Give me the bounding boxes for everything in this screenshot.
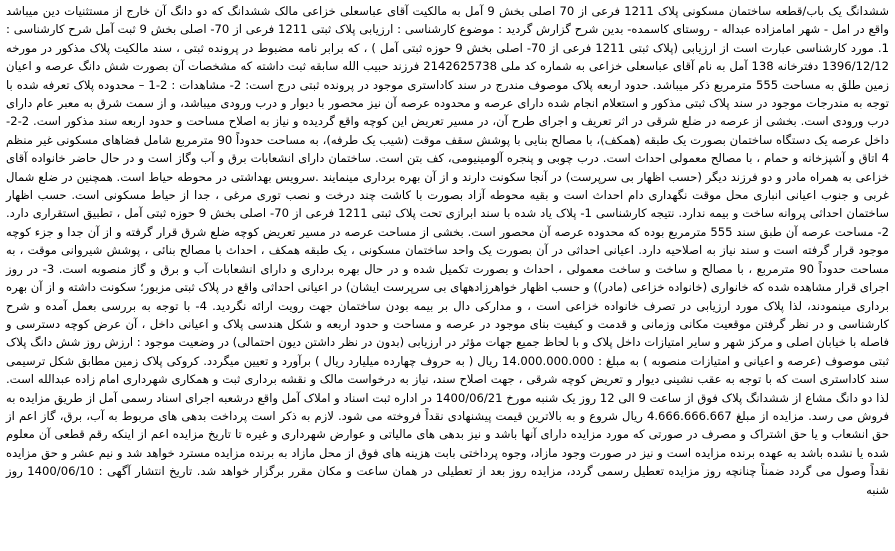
notice-body: ششدانگ یک باب/قطعه ساختمان مسکونی پلاک 1211 فرعی از 70 اصلی بخش 9 آمل به مالکیت آقای عباسعلی خزاعی مالک ششدانگ که دو دانگ آن خارج از مستثنیات دین میباشد واقع در امل - شهر امامزاده عبداله - روستای کاسمده- بدین شرح گزارش گردید : موضوع کارشناسی : ارزیابی پلاک ثبتی 1211 فرعی از 70- اصلی بخش 9 ثبت آمل شرح کارشناسی : 1. مورد کارشناسی عبارت است از ارزیابی (پلاک ثبتی 1211 فرعی از 70- اصلی بخش 9 حوزه ثبتی آمل ) ، که برابر نامه مضبوط در پرونده ثبتی ، سند مالکیت پلاک مذکور در مورخه 1396/12/12 دفترخانه 138 آمل به نام آقای عباسعلی خزاعی به شماره کد ملی 2142625738 فرزند حبیب الله سابقه ثبت داشته که مشخصات آن بصورت شش دانگ عرصه و اعیان زمین طلق به مساحت 555 مترمربع ذکر میباشد. حدود اربعه پلاک موصوف مندرج در سند کاداستری موجود در پرونده ثبتی درج است: 2- مشاهدات : 2-1 – محدوده پلاک تعرفه شده با توجه به مندرجات موجود در سند پلاک ثبتی مذکور و استعلام انجام شده دارای عرصه و محدوده عرصه آن نیز محصور با دیوار و درب ورودی میباشد، و از سمت شرق به معبر عام دارای درب ورودی است. بخشی از عرصه در ضلع شرقی در اثر تعریف و اجرای طرح آن، در مسیر تعریض این کوچه واقع گردیده و نیاز به اصلاح مساحت و حدود اربعه سند مذکور است. 2-2- داخل عرصه یک دستگاه ساختمان بصورت یک طبقه (همکف)، با مصالح بنایی با پوشش سقف موقت (شیب یک طرفه)، به مساحت حدوداً 90 مترمربع شامل فضاهای مسکونی غیر منظم 4 اتاق و آشپزخانه و حمام ، با مصالح معمولی احداث است. درب چوبی و پنجره آلومینیومی، کف بتن است. ساختمان دارای انشعابات برق و آب وگاز است و در حال حاضر خانواده آقای خزاعی به همراه مادر و دو فرزند دیگر (حسب اظهار بی سرپرست) در آنجا سکونت دارند و از آن بهره برداری مینمایند .سرویس بهداشتی در محوطه حیاط است. همچنین در ضلع شمال غربی و جنوب اعیانی انباری محل موقت نگهداری دام احداث است و بقیه محوطه آزاد بصورت با کاشت چند درخت و نصب توری مرغی ، جدا از حیاط مسکونی است. حسب اظهار ساختمان احداثی پروانه ساخت و بیمه ندارد. نتیجه کارشناسی 1- پلاک یاد شده با سند ابرازی تحت پلاک ثبتی 1211 فرعی از 70- اصلی بخش 9 حوزه ثبتی آمل ، تطبیق استقراری دارد. 2- مساحت عرصه آن طبق سند 555 مترمربع بوده که محدوده عرصه آن محصور است. بخشی از مساحت عرصه در مسیر تعریض کوچه ضلع شرق قرار گرفته و از آن جدا و جزء کوچه موجود قرار گرفته است و سند نیاز به اصلاحیه دارد. اعیانی احداثی در آن بصورت یک واحد ساختمان مسکونی ، یک طبقه همکف ، احداث با مصالح بنائی ، پوشش شیروانی موقت ، به مساحت حدوداً 90 مترمربع ، با مصالح و ساخت و ساخت معمولی ، احداث و بصورت تکمیل شده و در حال بهره برداری و دارای انشعابات آب و برق و گاز منصوبه است. 3- در روز اجرای قرار مشاهده شده که خانواری (خانواده خزاعی (مادر)) و حسب اظهار خواهرزادههای بی سرپرست ایشان) در اعیانی احداثی واقع در پلاک ثبتی مزبور؛ سکونت داشته و از آن بهره برداری مینمودند، لذا پلاک مورد ارزیابی در تصرف خانواده خزاعی است ، و مدارکی دال بر بیمه بودن ساختمان جهت رویت ارائه نگردید. 4- با توجه به بررسی بعمل آمده و شرح کارشناسی و در نظر گرفتن موقعیت مکانی وزمانی و قدمت و کیفیت بنای موجود در عرصه و مساحت و حدود اربعه و شکل هندسی پلاک و اعیانی داخل ، آن عرض کوچه دسترسی و فاصله با خیابان اصلی و مرکز شهر و سایر امتیازات داخل پلاک و با لحاظ جمیع جهات مؤثر در ارزیابی (بدون در نظر داشتن دیون احتمالی) در وضعیت موجود : ارزش روز شش دانگ پلاک ثبتی موصوف (عرصه و اعیانی و امتیازات منصوبه ) به مبلغ : 14.000.000.000 ریال ( به حروف چهارده میلیارد ریال ) برآورد و تعیین میگردد. کروکی پلاک زمین مطابق شکل ترسیمی سند کاداستری است که با توجه به عقب نشینی دیوار و تعریض کوچه شرقی ، جهت اصلاح سند، نیاز به درخواست مالک و نقشه برداری ثبت و همکاری شهرداری امام زاده عبدالله است. لذا دو دانگ مشاع از ششدانگ پلاک فوق از ساعت 9 الی 12 روز یک شنبه مورخ 1400/06/21 در اداره ثبت اسناد و املاک آمل واقع درشعبه اجرای اسناد رسمی آمل از طریق مزایده به فروش می رسد. مزایده از مبلغ 4.666.666.667 ریال شروع و به بالاترین قیمت پیشنهادی نقداً فروخته می شود. لازم به ذکر است پرداخت بدهی های مربوط به آب، برق، گاز اعم از حق انشعاب و یا حق اشتراک و مصرف در صورتی که مورد مزایده دارای آنها باشد و نیز بدهی های مالیاتی و عوارض شهرداری و غیره تا تاریخ مزایده اعم از اینکه رقم قطعی آن معلوم شده یا نشده باشد به عهده برنده مزایده است و نیز در صورت وجود مازاد، وجوه پرداختی بابت هزینه های فوق از محل مازاد به برنده مزایده مسترد خواهد شد و نیم عشر و حق مزایده نقداً وصول می گردد ضمناً چنانچه روز مزایده تعطیل رسمی گردد، مزایده روز بعد از تعطیلی در همان ساعت و مکان مقرر برگزار خواهد شد. تاریخ انتشار آگهی : 1400/06/10 روز شنبه [6, 4, 890, 497]
